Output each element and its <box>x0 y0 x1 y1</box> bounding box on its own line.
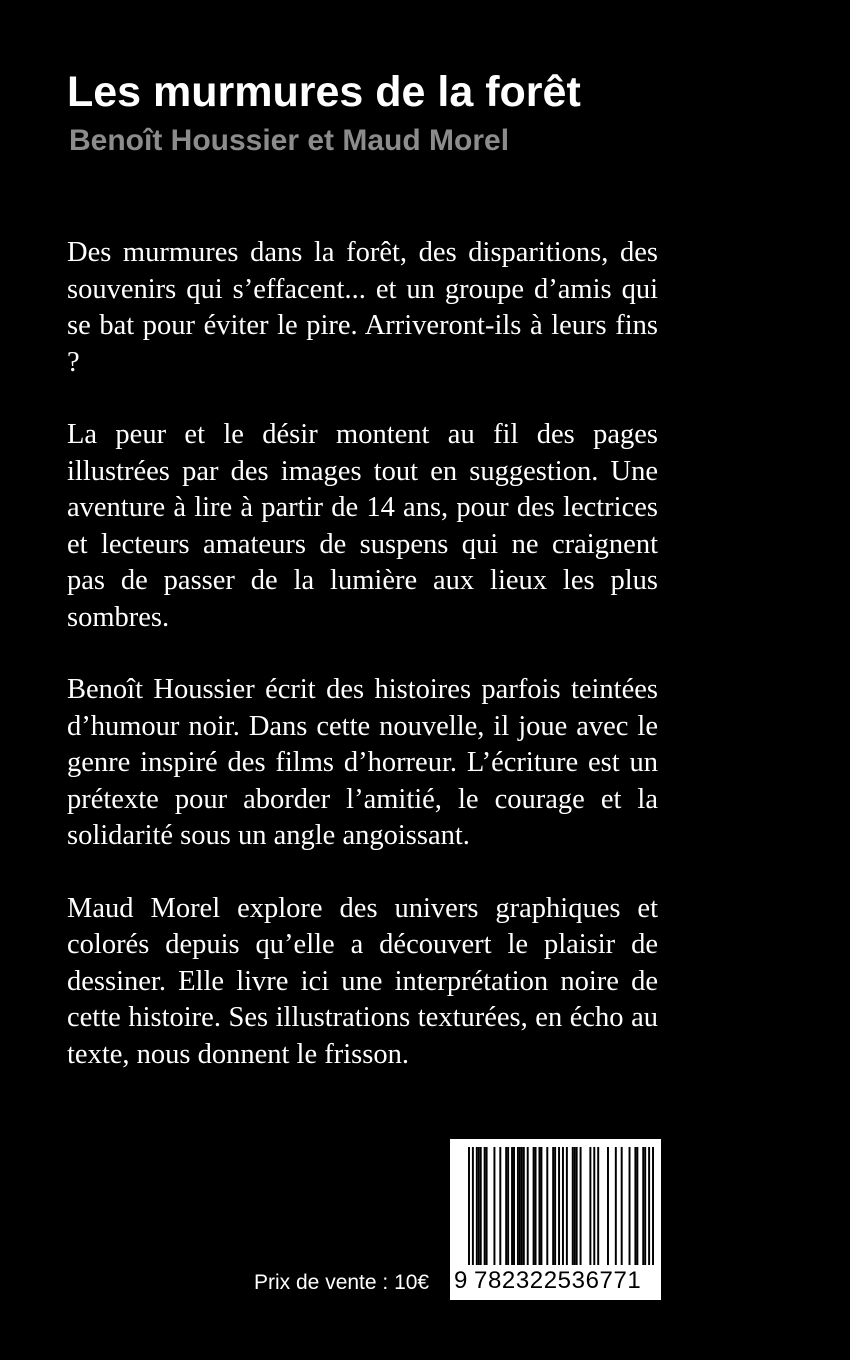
barcode-bar <box>576 1147 578 1265</box>
blurb-paragraph: Benoît Houssier écrit des histoires parfois teintées d’humour noir. Dans cette nouvelle, il joue avec le genre inspiré des films d’horreur. L’écriture est un prétexte pour aborder l’amitié, le courage et la solidarité sous un angle angoissant. <box>67 674 658 851</box>
barcode-bar <box>486 1147 488 1265</box>
barcode-bar <box>558 1147 560 1265</box>
barcode-bar <box>507 1147 509 1265</box>
barcode-bar <box>527 1147 529 1265</box>
barcode-bar <box>484 1147 486 1265</box>
barcode-bars <box>468 1147 654 1265</box>
price-label: Prix de vente : 10€ <box>254 1271 430 1294</box>
barcode-bar <box>493 1147 495 1265</box>
barcode-bar <box>540 1147 542 1265</box>
barcode-bar <box>562 1147 564 1265</box>
barcode-bar <box>519 1147 521 1265</box>
isbn-barcode <box>450 1139 661 1300</box>
barcode-bar <box>472 1147 474 1265</box>
barcode-bar <box>615 1147 617 1265</box>
barcode-bar <box>574 1147 576 1265</box>
barcode-bar <box>580 1147 582 1265</box>
barcode-bar <box>513 1147 515 1265</box>
isbn-lead-digit: 9 <box>454 1267 468 1294</box>
barcode-bar <box>644 1147 646 1265</box>
barcode-bar <box>468 1147 470 1265</box>
barcode-bar <box>607 1147 609 1265</box>
barcode-bar <box>652 1147 654 1265</box>
barcode-bar <box>566 1147 568 1265</box>
barcode-bar <box>523 1147 525 1265</box>
barcode-bar <box>480 1147 482 1265</box>
blurb-text <box>67 235 658 1109</box>
barcode-bar <box>593 1147 595 1265</box>
barcode-bar <box>517 1147 519 1265</box>
barcode-bar <box>478 1147 480 1265</box>
barcode-bar <box>538 1147 540 1265</box>
book-title: Les murmures de la forêt <box>67 68 581 116</box>
barcode-bar <box>521 1147 523 1265</box>
barcode-bar <box>636 1147 638 1265</box>
book-authors: Benoît Houssier et Maud Morel <box>69 124 510 157</box>
blurb-paragraph: Des murmures dans la forêt, des disparitions, des souvenirs qui s’effacent... et un groupe d’amis qui se bat pour éviter le pire. Arriveront-ils à leurs fins ? <box>67 237 658 378</box>
barcode-bar <box>476 1147 478 1265</box>
blurb-paragraph: La peur et le désir montent au fil des pages illustrées par des images tout en suggestion. Une aventure à lire à partir de 14 ans, pour des lectrices et lecteurs amateurs de suspens qui ne craignent pas de passer de la lumière aux lieux les plus sombres. <box>67 419 658 633</box>
barcode-bar <box>505 1147 507 1265</box>
blurb-paragraph: Maud Morel explore des univers graphiques et colorés depuis qu’elle a découvert le plaisir de dessiner. Elle livre ici une interprétation noire de cette histoire. Ses illustrations texturées, en écho au texte, nous donnent le frisson. <box>67 892 658 1070</box>
barcode-bar <box>634 1147 636 1265</box>
barcode-bar <box>511 1147 513 1265</box>
isbn-digits: 782322536771 <box>474 1267 642 1294</box>
barcode-bar <box>642 1147 644 1265</box>
barcode-bar <box>621 1147 623 1265</box>
barcode-bar <box>552 1147 554 1265</box>
barcode-bar <box>499 1147 501 1265</box>
barcode-bar <box>533 1147 535 1265</box>
barcode-bar <box>554 1147 556 1265</box>
barcode-bar <box>589 1147 591 1265</box>
barcode-bar <box>572 1147 574 1265</box>
barcode-bar <box>597 1147 599 1265</box>
barcode-bar <box>535 1147 537 1265</box>
barcode-bar <box>648 1147 650 1265</box>
barcode-bar <box>546 1147 548 1265</box>
barcode-bar <box>629 1147 631 1265</box>
